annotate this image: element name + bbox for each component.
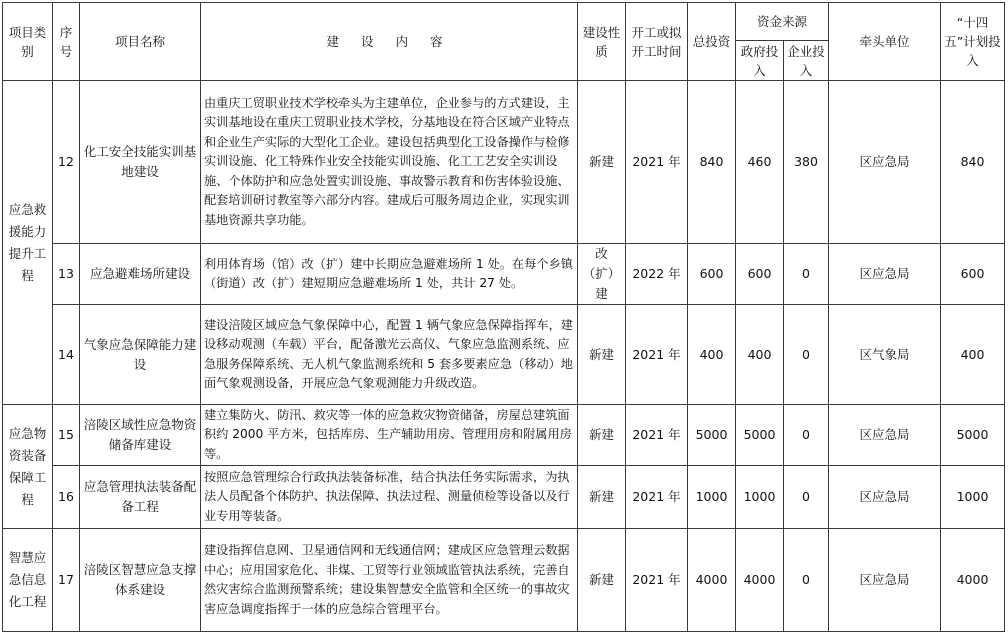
header-plan: “十四五”计划投入 xyxy=(941,3,1005,81)
nature-cell: 新建 xyxy=(578,529,626,632)
table-row xyxy=(3,305,1005,405)
table-row xyxy=(3,405,1005,466)
seq-cell: 17 xyxy=(53,529,80,632)
table-row xyxy=(3,81,1005,244)
start-cell: 2021 年 xyxy=(626,81,688,244)
header-content: 建 设 内 容 xyxy=(201,3,578,81)
plan-cell: 5000 xyxy=(941,405,1005,466)
start-cell: 2021 年 xyxy=(626,529,688,632)
total-cell: 400 xyxy=(688,305,736,405)
header-category: 项目类别 xyxy=(3,3,53,81)
table-row xyxy=(3,466,1005,529)
plan-cell: 400 xyxy=(941,305,1005,405)
name-cell: 涪陵区域性应急物资储备库建设 xyxy=(80,405,201,466)
gov-cell: 600 xyxy=(736,244,784,305)
header-seq: 序号 xyxy=(53,3,80,81)
header-row xyxy=(3,3,1005,41)
start-cell: 2022 年 xyxy=(626,244,688,305)
lead-cell: 区应急局 xyxy=(829,244,941,305)
nature-cell: 新建 xyxy=(578,466,626,529)
seq-cell: 14 xyxy=(53,305,80,405)
content-cell: 建立集防火、防汛、救灾等一体的应急救灾物资储备，房屋总建筑面积约 2000 平方米，包括库房、生产辅助用房、管理用房和附属用房等。 xyxy=(201,405,578,466)
nature-cell: 改（扩）建 xyxy=(578,244,626,305)
content-cell: 利用体育场（馆）改（扩）建中长期应急避难场所 1 处。在每个乡镇（街道）改（扩）建短期应急避难场所 1 处，共计 27 处。 xyxy=(201,244,578,305)
project-table xyxy=(2,2,1005,632)
plan-cell: 600 xyxy=(941,244,1005,305)
start-cell: 2021 年 xyxy=(626,305,688,405)
seq-cell: 13 xyxy=(53,244,80,305)
header-gov: 政府投入 xyxy=(736,41,784,81)
total-cell: 600 xyxy=(688,244,736,305)
seq-cell: 12 xyxy=(53,81,80,244)
header-total: 总投资 xyxy=(688,3,736,81)
header-ent: 企业投入 xyxy=(784,41,829,81)
lead-cell: 区应急局 xyxy=(829,529,941,632)
header-start-time: 开工或拟开工时间 xyxy=(626,3,688,81)
gov-cell: 4000 xyxy=(736,529,784,632)
nature-cell: 新建 xyxy=(578,405,626,466)
name-cell: 应急管理执法装备配备工程 xyxy=(80,466,201,529)
lead-cell: 区应急局 xyxy=(829,405,941,466)
lead-cell: 区应急局 xyxy=(829,81,941,244)
nature-cell: 新建 xyxy=(578,81,626,244)
header-fund-source: 资金来源 xyxy=(736,3,829,41)
nature-cell: 新建 xyxy=(578,305,626,405)
ent-cell: 0 xyxy=(784,305,829,405)
plan-cell: 1000 xyxy=(941,466,1005,529)
name-cell: 应急避难场所建设 xyxy=(80,244,201,305)
header-lead: 牵头单位 xyxy=(829,3,941,81)
ent-cell: 0 xyxy=(784,466,829,529)
category-cell: 应急救援能力提升工程 xyxy=(3,81,53,405)
lead-cell: 区应急局 xyxy=(829,466,941,529)
table-row xyxy=(3,529,1005,632)
total-cell: 4000 xyxy=(688,529,736,632)
content-cell: 按照应急管理综合行政执法装备标准，结合执法任务实际需求，为执法人员配备个体防护、执法保障、执法过程、测量侦检等设备以及行业专用等装备。 xyxy=(201,466,578,529)
gov-cell: 5000 xyxy=(736,405,784,466)
total-cell: 1000 xyxy=(688,466,736,529)
gov-cell: 460 xyxy=(736,81,784,244)
seq-cell: 16 xyxy=(53,466,80,529)
plan-cell: 4000 xyxy=(941,529,1005,632)
gov-cell: 1000 xyxy=(736,466,784,529)
total-cell: 5000 xyxy=(688,405,736,466)
lead-cell: 区气象局 xyxy=(829,305,941,405)
start-cell: 2021 年 xyxy=(626,466,688,529)
gov-cell: 400 xyxy=(736,305,784,405)
name-cell: 气象应急保障能力建设 xyxy=(80,305,201,405)
category-cell: 应急物资装备保障工程 xyxy=(3,405,53,529)
name-cell: 化工安全技能实训基地建设 xyxy=(80,81,201,244)
content-cell: 建设涪陵区域应急气象保障中心，配置 1 辆气象应急保障指挥车，建设移动观测（车载）平台，配备激光云高仪、气象应急监测系统、应急服务保障系统、无人机气象监测系统和 5 套多要素应急（移动）地面气象观测设备，开展应急气象观测能力升级改造。 xyxy=(201,305,578,405)
header-nature: 建设性质 xyxy=(578,3,626,81)
ent-cell: 380 xyxy=(784,81,829,244)
ent-cell: 0 xyxy=(784,244,829,305)
ent-cell: 0 xyxy=(784,405,829,466)
plan-cell: 840 xyxy=(941,81,1005,244)
total-cell: 840 xyxy=(688,81,736,244)
content-cell: 由重庆工贸职业技术学校牵头为主建单位，企业参与的方式建设，主实训基地设在重庆工贸职业技术学校，分基地设在符合区域产业特点和企业生产实际的大型化工企业。建设包括典型化工设备操作与检修实训设施、化工特殊作业安全技能实训设施、化工工艺安全实训设施、个体防护和应急处置实训设施、事故警示教育和伤害体验设施、配套培训研讨教室等六部分内容。建成后可服务周边企业，实现实训基地资源共享功能。 xyxy=(201,81,578,244)
seq-cell: 15 xyxy=(53,405,80,466)
ent-cell: 0 xyxy=(784,529,829,632)
name-cell: 涪陵区智慧应急支撑体系建设 xyxy=(80,529,201,632)
table-row xyxy=(3,244,1005,305)
header-name: 项目名称 xyxy=(80,3,201,81)
category-cell: 智慧应急信息化工程 xyxy=(3,529,53,632)
content-cell: 建设指挥信息网、卫星通信网和无线通信网；建成区应急管理云数据中心；应用国家危化、非煤、工贸等行业领域监管执法系统，完善自然灾害综合监测预警系统；建设集智慧安全监管和全区统一的事故灾害应急调度指挥于一体的应急综合管理平台。 xyxy=(201,529,578,632)
start-cell: 2021 年 xyxy=(626,405,688,466)
